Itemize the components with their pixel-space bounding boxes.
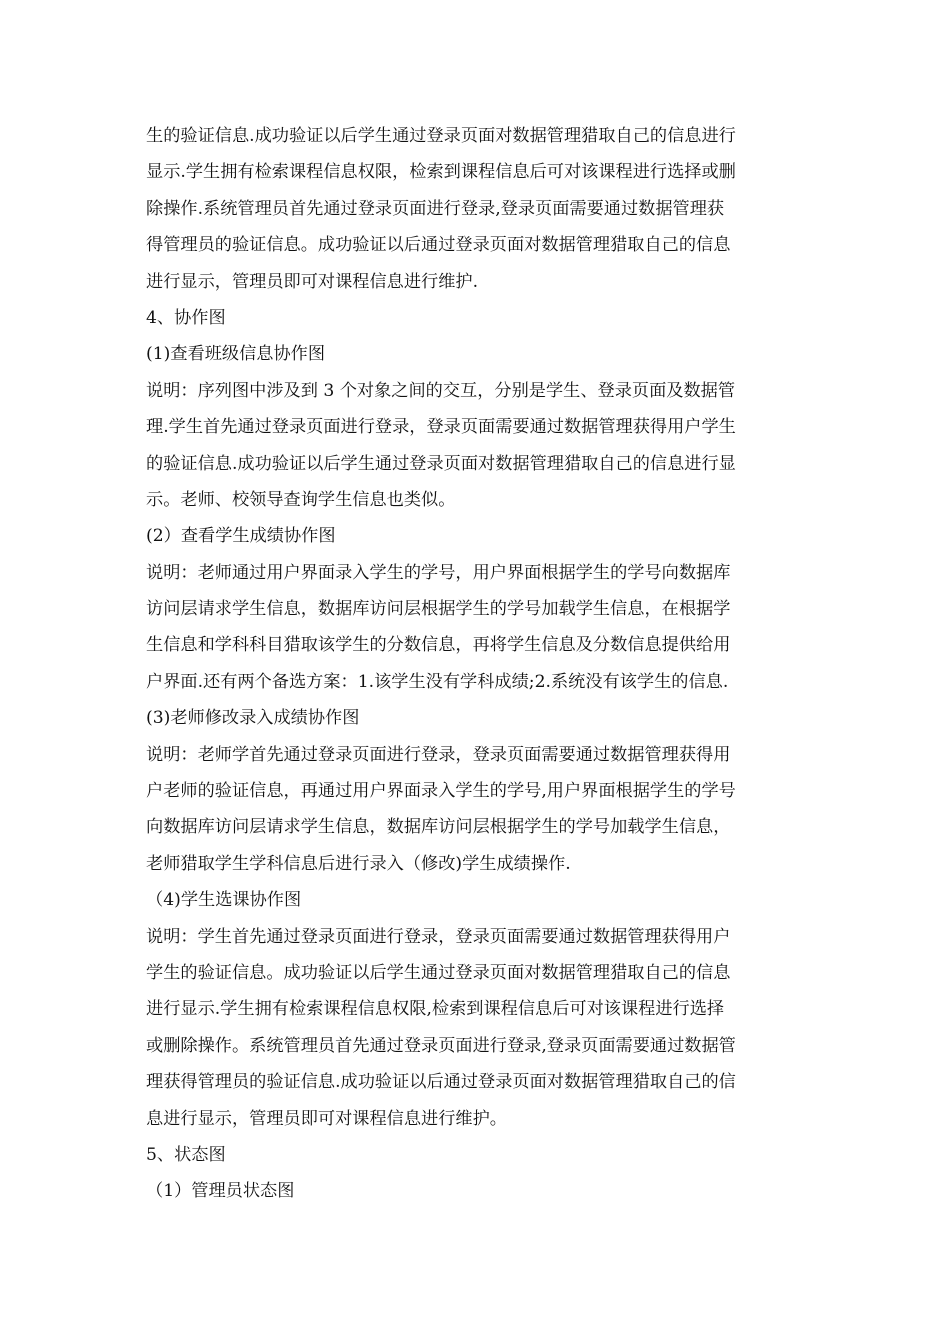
section-heading: 4、协作图 — [146, 307, 226, 328]
section-heading: 5、状态图 — [146, 1144, 226, 1165]
text-line: 说明：学生首先通过登录页面进行登录，登录页面需要通过数据管理获得用户 — [146, 926, 731, 947]
text-line: 的验证信息.成功验证以后学生通过登录页面对数据管理猎取自己的信息进行显 — [146, 453, 736, 474]
subsection-heading: (1)查看班级信息协作图 — [146, 344, 326, 365]
text-line: 理获得管理员的验证信息.成功验证以后通过登录页面对数据管理猎取自己的信 — [146, 1072, 736, 1093]
text-line: 访问层请求学生信息，数据库访问层根据学生的学号加载学生信息，在根据学 — [146, 599, 731, 620]
text-line: 显示.学生拥有检索课程信息权限，检索到课程信息后可对该课程进行选择或删 — [146, 162, 736, 183]
text-line: 进行显示，管理员即可对课程信息进行维护. — [146, 271, 479, 292]
subsection-heading: （1）管理员状态图 — [146, 1181, 295, 1202]
text-line: 户老师的验证信息，再通过用户界面录入学生的学号,用户界面根据学生的学号 — [146, 781, 736, 802]
text-line: 进行显示.学生拥有检索课程信息权限,检索到课程信息后可对该课程进行选择 — [146, 999, 725, 1020]
text-line: 说明：老师通过用户界面录入学生的学号，用户界面根据学生的学号向数据库 — [146, 562, 731, 583]
text-line: 或删除操作。系统管理员首先通过登录页面进行登录,登录页面需要通过数据管 — [146, 1035, 736, 1056]
text-line: 说明：老师学首先通过登录页面进行登录，登录页面需要通过数据管理获得用 — [146, 744, 731, 765]
document-body — [146, 118, 816, 1210]
subsection-heading: (3)老师修改录入成绩协作图 — [146, 708, 360, 729]
text-line: 向数据库访问层请求学生信息，数据库访问层根据学生的学号加载学生信息， — [146, 817, 731, 838]
text-line: 除操作.系统管理员首先通过登录页面进行登录,登录页面需要通过数据管理获 — [146, 198, 725, 219]
text-line: 息进行显示，管理员即可对课程信息进行维护。 — [146, 1108, 507, 1129]
text-line: 说明：序列图中涉及到 3 个对象之间的交互，分别是学生、登录页面及数据管 — [146, 380, 736, 401]
text-line: 老师猎取学生学科信息后进行录入（修改)学生成绩操作. — [146, 853, 571, 874]
text-line: 理.学生首先通过登录页面进行登录，登录页面需要通过数据管理获得用户学生 — [146, 417, 736, 438]
text-line: 学生的验证信息。成功验证以后学生通过登录页面对数据管理猎取自己的信息 — [146, 962, 731, 983]
text-line: 示。老师、校领导查询学生信息也类似。 — [146, 489, 456, 510]
subsection-heading: （4)学生选课协作图 — [146, 890, 302, 911]
text-line: 得管理员的验证信息。成功验证以后通过登录页面对数据管理猎取自己的信息 — [146, 235, 731, 256]
text-line: 生的验证信息.成功验证以后学生通过登录页面对数据管理猎取自己的信息进行 — [146, 126, 736, 146]
text-line: 生信息和学科科目猎取该学生的分数信息，再将学生信息及分数信息提供给用 — [146, 635, 731, 656]
subsection-heading: (2）查看学生成绩协作图 — [146, 526, 336, 547]
text-line: 户界面.还有两个备选方案：1.该学生没有学科成绩;2.系统没有该学生的信息. — [146, 671, 729, 692]
